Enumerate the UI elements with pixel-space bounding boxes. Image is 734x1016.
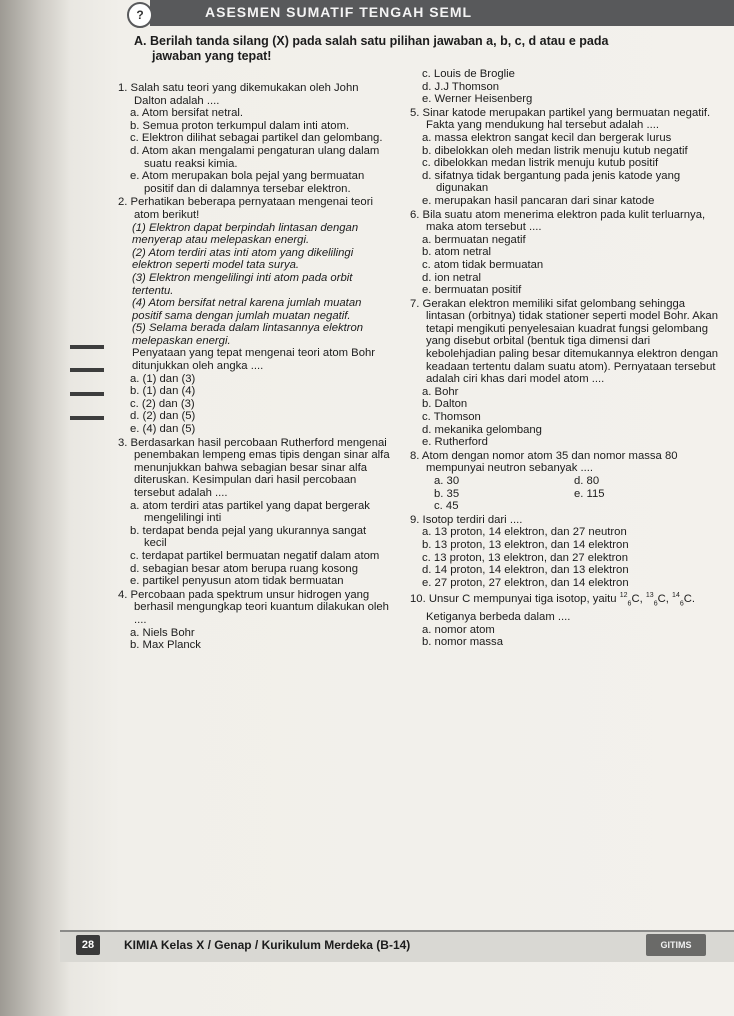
answer-option[interactable]: a. Atom bersifat netral. <box>130 107 244 120</box>
answer-option[interactable]: b. Max Planck <box>130 639 201 652</box>
page-edge-mark <box>70 392 104 396</box>
answer-option[interactable]: c. 13 proton, 13 elektron, dan 27 elektron <box>422 551 628 564</box>
answer-option[interactable]: d. sebagian besar atom berupa ruang kosong <box>130 562 358 575</box>
right-column <box>410 68 720 650</box>
answer-option[interactable]: c. terdapat partikel bermuatan negatif dalam atom <box>130 549 380 562</box>
question-stem: 8. Atom dengan nomor atom 35 dan nomor massa 80 mempunyai neutron sebanyak .... <box>410 449 678 475</box>
answer-option[interactable]: a. atom terdiri atas partikel yang dapat bergerak mengelilingi inti <box>130 499 370 525</box>
question-stem: 3. Berdasarkan hasil percobaan Rutherford mengenai penembakan lempeng emas tipis dengan sinar alfa menunjukkan bahwa sebagian besar sinar alfa diteruskan. Kesimpulan dari hasil percobaan tersebut adalah .... <box>118 436 390 499</box>
question-stem: 1. Salah satu teori yang dikemukakan oleh John Dalton adalah .... <box>118 82 359 107</box>
answer-option[interactable]: d. sifatnya tidak bergantung pada jenis katode yang digunakan <box>422 169 681 195</box>
page-edge-mark <box>70 345 104 349</box>
answer-option[interactable]: e. (4) dan (5) <box>130 423 196 436</box>
question-2 <box>118 196 390 435</box>
answer-option[interactable]: d. mekanika gelombang <box>422 423 542 436</box>
book-title: KIMIA Kelas X / Genap / Kurikulum Merdeka (B-14) <box>124 938 411 952</box>
instruction-line-1: A. Berilah tanda silang (X) pada salah satu pilihan jawaban a, b, c, d atau e pada <box>134 34 609 48</box>
answer-option[interactable]: d. Atom akan mengalami pengaturan ulang dalam suatu reaksi kimia. <box>130 144 380 170</box>
book-spine-shadow <box>0 0 70 1016</box>
answer-option[interactable]: b. Semua proton terkumpul dalam inti atom. <box>130 119 350 132</box>
answer-option[interactable]: a. 13 proton, 14 elektron, dan 27 neutron <box>422 526 627 539</box>
isotope-notation: $^{13}_6$C, <box>645 592 669 608</box>
answer-option[interactable]: a. bermuatan negatif <box>422 233 526 246</box>
question-3 <box>118 437 390 588</box>
answer-option[interactable]: c. Thomson <box>422 411 481 424</box>
answer-option[interactable]: a. (1) dan (3) <box>130 372 196 385</box>
question-stem: 9. Isotop terdiri dari .... <box>410 513 523 526</box>
answer-option[interactable]: c. Elektron dilihat sebagai partikel dan gelombang. <box>130 132 383 145</box>
question-stem: 2. Perhatikan beberapa pernyataan mengenai teori atom berikut! <box>118 196 373 221</box>
statement-item: (2) Atom terdiri atas inti atom yang dikelilingi elektron seperti model tata surya. <box>132 246 354 272</box>
answer-option[interactable]: e. Rutherford <box>422 436 488 449</box>
question-8 <box>410 450 720 513</box>
answer-option[interactable]: b. atom netral <box>422 246 492 259</box>
question-1 <box>118 82 390 195</box>
answer-option[interactable]: d. 80 <box>574 475 600 487</box>
page-number: 28 <box>76 935 100 955</box>
answer-option[interactable]: b. Dalton <box>422 398 468 411</box>
answer-option[interactable]: c. (2) dan (3) <box>130 397 195 410</box>
question-stem: 5. Sinar katode merupakan partikel yang bermuatan negatif. Fakta yang mendukung hal tersebut adalah .... <box>410 106 711 132</box>
answer-option[interactable]: e. Werner Heisenberg <box>422 93 533 106</box>
answer-option[interactable]: b. 35 <box>434 487 460 500</box>
answer-options-grid <box>410 475 720 513</box>
answer-option[interactable]: e. partikel penyusun atom tidak bermuatan <box>130 575 344 588</box>
answer-option[interactable]: e. 27 proton, 27 elektron, dan 14 elektron <box>422 576 629 589</box>
question-4 <box>118 589 390 652</box>
question-stem: 7. Gerakan elektron memiliki sifat gelombang sehingga lintasan (orbitnya) tidak stationer seperti model Bohr. Akan tetapi mengikuti penyelesaian kuadrat fungsi gelombang yang disebut orbital (bentuk tiga dimensi dari kebolehjadian paling besar ditemukannya elektron dengan keadaan tertentu dalam suatu atom). Pernyataan tersebut adalah ciri khas dari model atom .... <box>410 297 719 386</box>
answer-option[interactable]: c. 45 <box>434 500 459 513</box>
question-mark-icon: ? <box>127 2 153 28</box>
page-edge-mark <box>70 368 104 372</box>
statement-item: (5) Selama berada dalam lintasannya elektron melepaskan energi. <box>132 322 364 347</box>
statement-item: (1) Elektron dapat berpindah lintasan dengan menyerap atau melepaskan energi. <box>132 221 359 247</box>
stem-suffix: . Ketiganya berbeda dalam .... <box>426 593 696 623</box>
answer-option[interactable]: a. 30 <box>434 475 460 487</box>
answer-option[interactable]: e. merupakan hasil pancaran dari sinar katode <box>422 194 655 207</box>
instruction-line-2: jawaban yang tepat! <box>152 49 272 63</box>
answer-option[interactable]: d. (2) dan (5) <box>130 410 196 423</box>
statement-item: (3) Elektron mengelilingi inti atom pada orbit tertentu. <box>132 271 353 297</box>
question-6 <box>410 209 720 297</box>
answer-option[interactable]: a. massa elektron sangat kecil dan bergerak lurus <box>422 131 672 144</box>
statement-item: (4) Atom bersifat netral karena jumlah muatan positif sama dengan jumlah muatan negatif. <box>132 297 362 322</box>
answer-option[interactable]: b. 13 proton, 13 elektron, dan 14 elektron <box>422 538 629 551</box>
answer-option[interactable]: a. Bohr <box>422 385 459 398</box>
isotope-notation: $^{12}_6$C, <box>619 592 643 608</box>
answer-option[interactable]: b. nomor massa <box>422 636 503 649</box>
page-header-title: ASESMEN SUMATIF TENGAH SEML <box>205 4 473 20</box>
answer-option[interactable]: d. 14 proton, 14 elektron, dan 13 elektron <box>422 564 629 577</box>
answer-option[interactable]: b. (1) dan (4) <box>130 385 196 398</box>
answer-option[interactable]: e. 115 <box>574 487 605 500</box>
answer-option[interactable]: b. terdapat benda pejal yang ukurannya sangat kecil <box>130 524 367 550</box>
isotope-notation: $^{14}_6$C <box>672 592 692 608</box>
answer-option[interactable]: d. J.J Thomson <box>422 80 500 93</box>
answer-option[interactable]: e. bermuatan positif <box>422 284 522 297</box>
answer-option[interactable]: c. atom tidak bermuatan <box>422 258 544 271</box>
answer-option[interactable]: c. dibelokkan medan listrik menuju kutub positif <box>422 157 659 170</box>
question-stem: 6. Bila suatu atom menerima elektron pada kulit terluarnya, maka atom tersebut .... <box>410 208 706 234</box>
question-10 <box>410 590 720 648</box>
answer-option[interactable]: c. Louis de Broglie <box>422 68 515 80</box>
publisher-logo: GITIMS <box>646 934 706 956</box>
question-prompt: Penyataan yang tepat mengenai teori atom Bohr ditunjukkan oleh angka .... <box>132 347 376 373</box>
question-9 <box>410 514 720 590</box>
question-4-continued <box>410 68 720 106</box>
question-7 <box>410 298 720 449</box>
answer-option[interactable]: a. nomor atom <box>422 623 495 636</box>
section-instruction <box>134 34 724 64</box>
question-stem <box>410 590 720 623</box>
question-stem: 4. Percobaan pada spektrum unsur hidrogen yang berhasil mengungkap teori kuantum dilakukan oleh .... <box>118 588 389 626</box>
page-edge-mark <box>70 416 104 420</box>
answer-option[interactable]: b. dibelokkan oleh medan listrik menuju kutub negatif <box>422 144 688 157</box>
answer-option[interactable]: e. Atom merupakan bola pejal yang bermuatan positif dan di dalamnya tersebar elektron. <box>130 170 365 195</box>
answer-option[interactable]: d. ion netral <box>422 271 482 284</box>
question-5 <box>410 107 720 208</box>
answer-option[interactable]: a. Niels Bohr <box>130 626 195 639</box>
left-column <box>118 82 390 653</box>
stem-prefix: 10. Unsur C mempunyai tiga isotop, yaitu <box>410 593 617 606</box>
